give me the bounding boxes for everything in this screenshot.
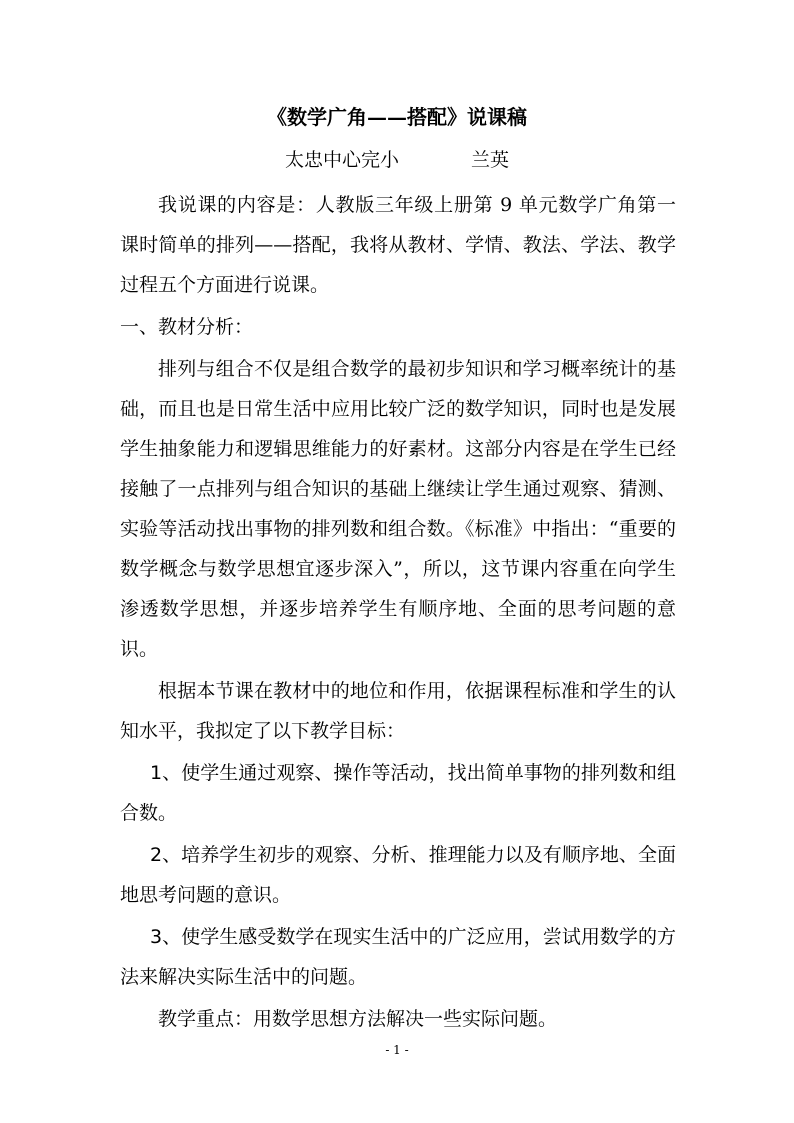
goal-number: 3 <box>150 926 163 948</box>
goal-text: 、培养学生初步的观察、分析、推理能力以及有顺序地、全面地思考问题的意识。 <box>120 844 676 906</box>
page-number: - 1 - <box>385 1043 409 1057</box>
goal-text: 、使学生感受数学在现实生活中的广泛应用，尝试用数学的方法来解决实际生活中的问题。 <box>120 926 676 988</box>
author-name: 兰英 <box>471 149 510 171</box>
document-title: 《数学广角——搭配》说课稿 <box>267 105 527 129</box>
intro-paragraph: 我说课的内容是：人教版三年级上册第 9 单元数学广角第一课时简单的排列——搭配，我将从教材、学情、教法、学法、教学过程五个方面进行说课。 <box>120 194 676 296</box>
key-point-paragraph: 教学重点：用数学思想方法解决一些实际问题。 <box>158 1008 558 1030</box>
goal-number: 1 <box>150 762 163 784</box>
analysis-paragraph: 排列与组合不仅是组合数学的最初步知识和学习概率统计的基础，而且也是日常生活中应用比较广泛的数学知识，同时也是发展学生抽象能力和逻辑思维能力的好素材。这部分内容是在学生已经接触了一点排列与组合知识的基础上继续让学生通过观察、猜测、实验等活动找出事物的排列数和组合数。《标准》中指出：“重要的数学概念与数学思想宜逐步深入”，所以，这节课内容重在向学生渗透数学思想，并逐步培养学生有顺序地、全面的思考问题的意识。 <box>120 358 676 660</box>
goal-item-3 <box>120 917 676 997</box>
goal-text: 、使学生通过观察、操作等活动，找出简单事物的排列数和组合数。 <box>120 762 676 824</box>
document-body <box>120 185 676 1041</box>
section-heading: 一、教材分析： <box>120 316 254 338</box>
school-name: 太忠中心完小 <box>284 149 399 171</box>
goal-item-1 <box>120 753 676 833</box>
goals-intro-paragraph: 根据本节课在教材中的地位和作用，依据课程标准和学生的认知水平，我拟定了以下教学目标： <box>120 680 676 742</box>
goal-item-2 <box>120 835 676 915</box>
goal-number: 2 <box>150 844 163 866</box>
byline <box>0 145 794 175</box>
